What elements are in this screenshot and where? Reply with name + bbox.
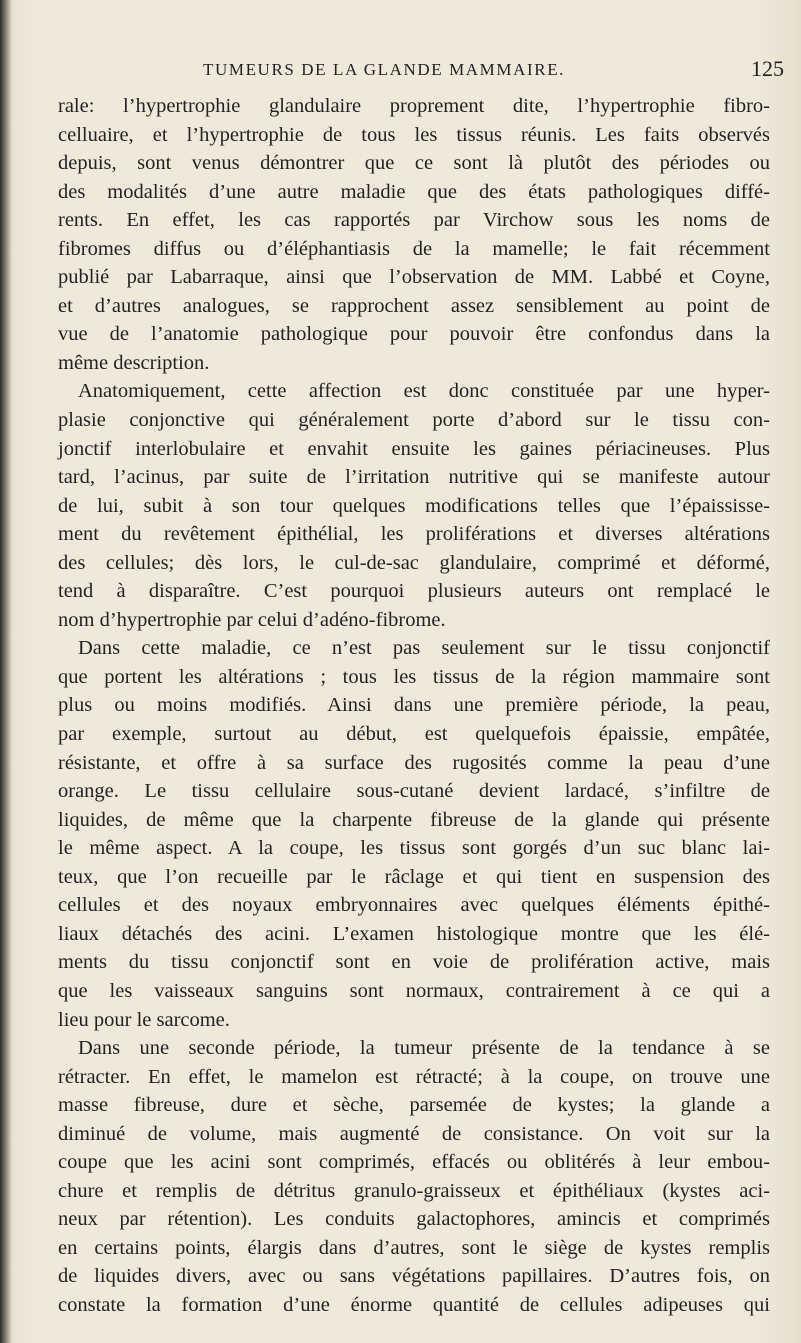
text-line: en certains points, élargis dans d’autres, sont le siège de kystes remplis — [58, 1236, 770, 1259]
text-line: plus ou moins modifiés. Ainsi dans une première période, la peau, — [58, 694, 770, 717]
body-text — [58, 92, 770, 1320]
text-line: lieu pour le sarcome. — [58, 1008, 230, 1031]
text-line: diminué de volume, mais augmenté de consistance. On voit sur la — [58, 1122, 770, 1145]
text-line: chure et remplis de détritus granulo-graisseux et épithéliaux (kystes aci- — [58, 1179, 770, 1202]
text-line: teux, que l’on recueille par le râclage et qui tient en suspension des — [58, 865, 770, 888]
text-line: celluaire, et l’hypertrophie de tous les tissus réunis. Les faits observés — [58, 123, 770, 146]
text-line: masse fibreuse, dure et sèche, parsemée de kystes; la glande a — [58, 1094, 770, 1117]
text-line: tend à disparaître. C’est pourquoi plusieurs auteurs ont remplacé le — [58, 580, 770, 603]
text-line: des modalités d’une autre maladie que des états pathologiques diffé- — [58, 180, 770, 203]
text-line: rents. En effet, les cas rapportés par Virchow sous les noms de — [58, 209, 770, 232]
text-line: liaux détachés des acini. L’examen histologique montre que les élé- — [58, 922, 770, 945]
text-line: que les vaisseaux sanguins sont normaux, contrairement à ce qui a — [58, 979, 770, 1002]
text-line: constate la formation d’une énorme quantité de cellules adipeuses qui — [58, 1293, 770, 1316]
text-line: et d’autres analogues, se rapprochent assez sensiblement au point de — [58, 294, 770, 317]
text-line: plasie conjonctive qui généralement porte d’abord sur le tissu con- — [58, 409, 770, 432]
text-line: que portent les altérations ; tous les tissus de la région mammaire sont — [58, 665, 770, 688]
text-line: Anatomiquement, cette affection est donc constituée par une hyper- — [78, 380, 770, 403]
text-line: le même aspect. A la coupe, les tissus sont gorgés d’un suc blanc lai- — [58, 837, 770, 860]
text-line: publié par Labarraque, ainsi que l’observation de MM. Labbé et Coyne, — [58, 266, 770, 289]
text-line: de liquides divers, avec ou sans végétations papillaires. D’autres fois, on — [58, 1265, 770, 1288]
text-line: coupe que les acini sont comprimés, effacés ou oblitérés à leur embou- — [58, 1151, 770, 1174]
running-head — [0, 56, 801, 84]
text-line: des cellules; dès lors, le cul-de-sac glandulaire, comprimé et déformé, — [58, 551, 770, 574]
text-line: tard, l’acinus, par suite de l’irritation nutritive qui se manifeste autour — [58, 466, 770, 489]
running-title: TUMEURS DE LA GLANDE MAMMAIRE. — [203, 60, 566, 79]
text-line: ments du tissu conjonctif sont en voie de prolifération active, mais — [58, 951, 770, 974]
text-line: par exemple, surtout au début, est quelquefois épaissie, empâtée, — [58, 723, 770, 746]
text-line: vue de l’anatomie pathologique pour pouvoir être confondus dans la — [58, 323, 770, 346]
text-line: cellules et des noyaux embryonnaires avec quelques éléments épithé- — [58, 894, 770, 917]
text-line: depuis, sont venus démontrer que ce sont là plutôt des périodes ou — [58, 152, 770, 175]
page-number: 125 — [751, 56, 784, 81]
text-line: liquides, de même que la charpente fibreuse de la glande qui présente — [58, 808, 770, 831]
text-line: rale: l’hypertrophie glandulaire proprement dite, l’hypertrophie fibro- — [58, 95, 770, 117]
text-line: nom d’hypertrophie par celui d’adéno-fibrome. — [58, 608, 446, 631]
text-line: résistante, et offre à sa surface des rugosités comme la peau d’une — [58, 751, 770, 774]
text-line: rétracter. En effet, le mamelon est rétracté; à la coupe, on trouve une — [58, 1065, 770, 1088]
text-line: jonctif interlobulaire et envahit ensuite les gaines périacineuses. Plus — [58, 437, 770, 460]
text-line: neux par rétention). Les conduits galactophores, amincis et comprimés — [58, 1208, 770, 1231]
text-line: Dans cette maladie, ce n’est pas seulement sur le tissu conjonctif — [78, 637, 770, 660]
text-line: de lui, subit à son tour quelques modifications telles que l’épaississe- — [58, 494, 770, 517]
text-line: orange. Le tissu cellulaire sous-cutané devient lardacé, s’infiltre de — [58, 780, 770, 803]
text-line: Dans une seconde période, la tumeur présente de la tendance à se — [78, 1037, 770, 1060]
text-line: fibromes diffus ou d’éléphantiasis de la mamelle; le fait récemment — [58, 237, 770, 260]
text-line: ment du revêtement épithélial, les proliférations et diverses altérations — [58, 523, 770, 546]
page-binding-edge — [0, 0, 12, 1343]
text-line: même description. — [58, 351, 210, 374]
